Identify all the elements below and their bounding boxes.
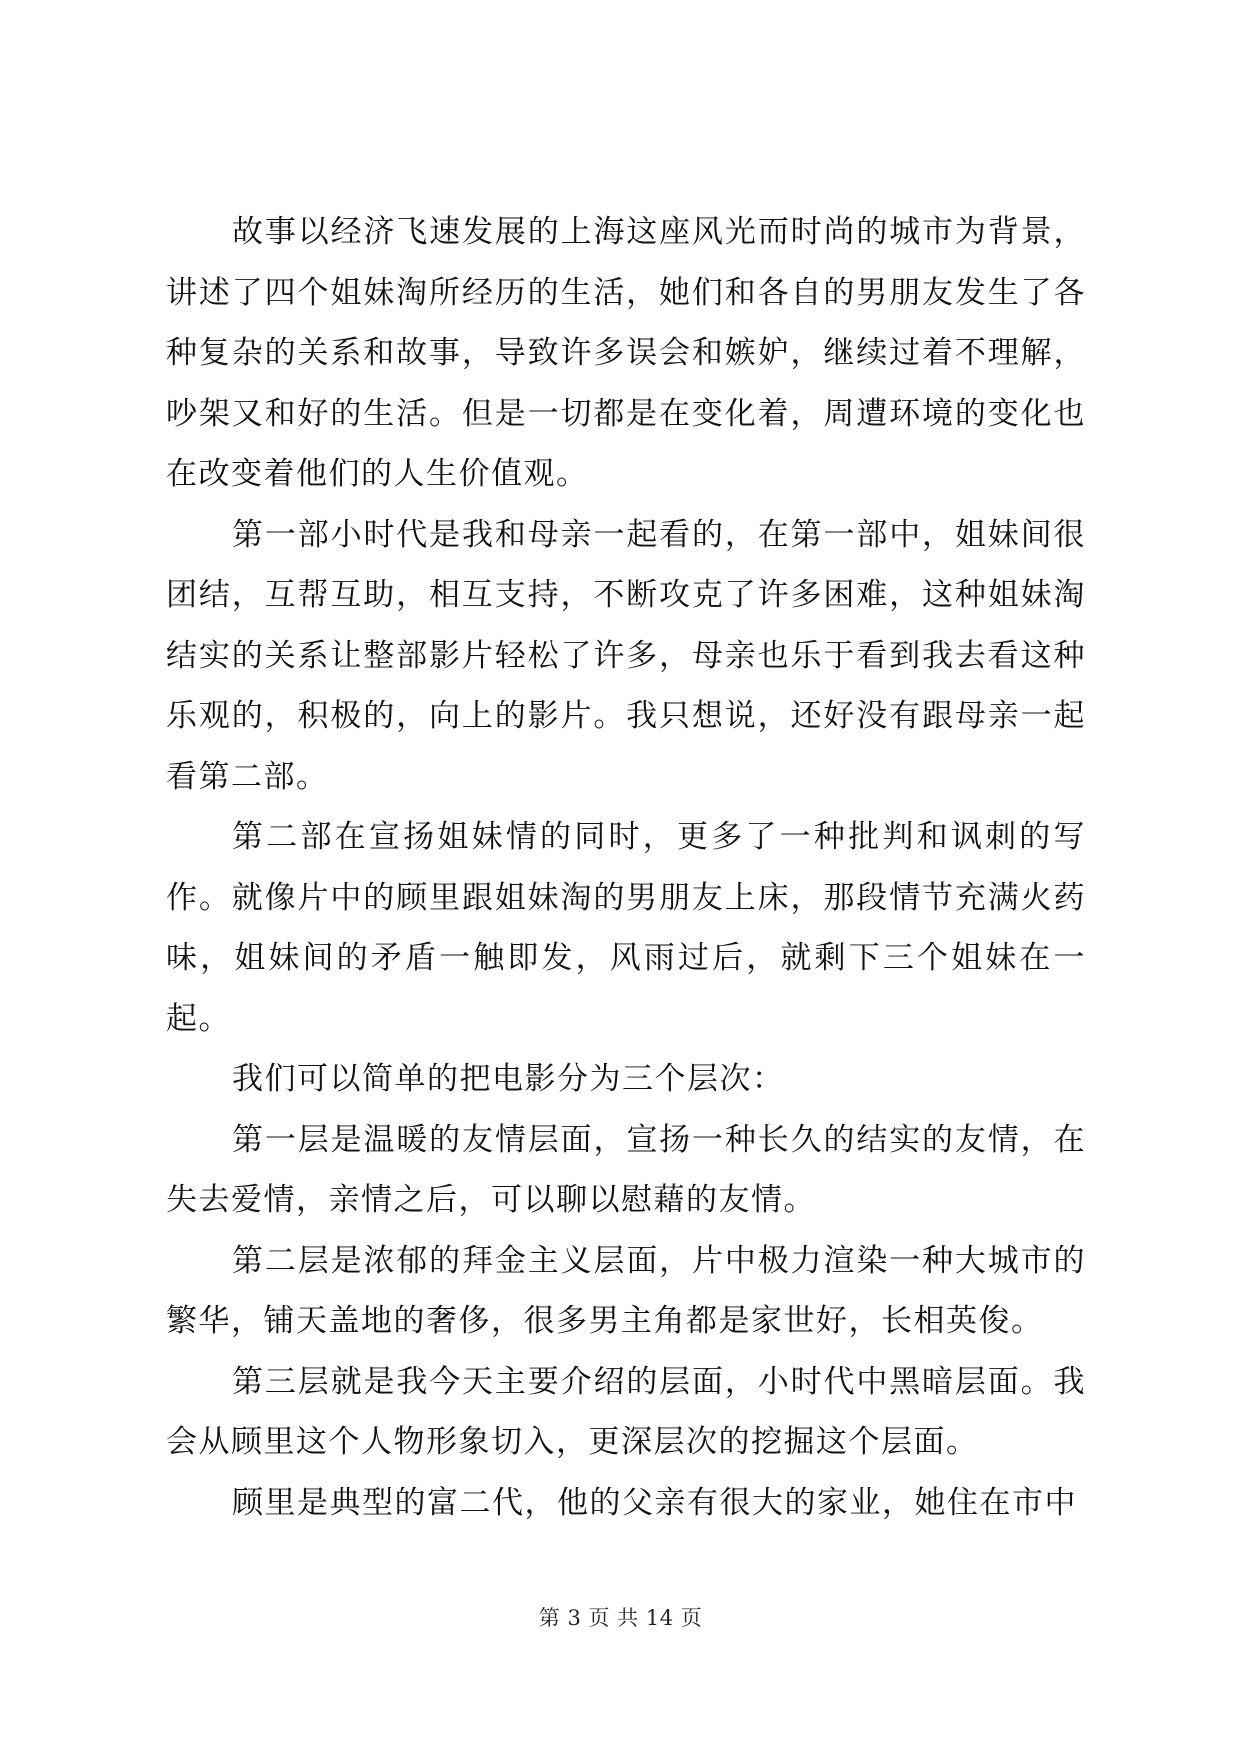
- paragraph: 第三层就是我今天主要介绍的层面，小时代中黑暗层面。我会从顾里这个人物形象切入，更深层次的挖掘这个层面。: [166, 1363, 1086, 1460]
- page-number-footer: 第 3 页 共 14 页: [538, 1606, 703, 1630]
- paragraph: 第二层是浓郁的拜金主义层面，片中极力渲染一种大城市的繁华，铺天盖地的奢侈，很多男主角都是家世好，长相英俊。: [166, 1242, 1086, 1339]
- paragraph: 第二部在宣扬姐妹情的同时，更多了一种批判和讽刺的写作。就像片中的顾里跟姐妹淘的男朋友上床，那段情节充满火药味，姐妹间的矛盾一触即发，风雨过后，就剩下三个姐妹在一起。: [166, 819, 1086, 1037]
- paragraph: 我们可以简单的把电影分为三个层次：: [232, 1061, 785, 1097]
- document-body: [166, 202, 1086, 1533]
- paragraph: 第一部小时代是我和母亲一起看的，在第一部中，姐妹间很团结，互帮互助，相互支持，不断攻克了许多困难，这种姐妹淘结实的关系让整部影片轻松了许多，母亲也乐于看到我去看这种乐观的，积极的，向上的影片。我只想说，还好没有跟母亲一起看第二部。: [166, 516, 1086, 795]
- paragraph: 故事以经济飞速发展的上海这座风光而时尚的城市为背景，讲述了四个姐妹淘所经历的生活，她们和各自的男朋友发生了各种复杂的关系和故事，导致许多误会和嫉妒，继续过着不理解，吵架又和好的生活。但是一切都是在变化着，周遭环境的变化也在改变着他们的人生价值观。: [166, 214, 1086, 492]
- paragraph: 第一层是温暖的友情层面，宣扬一种长久的结实的友情，在失去爱情，亲情之后，可以聊以慰藉的友情。: [166, 1121, 1086, 1218]
- paragraph: 顾里是典型的富二代，他的父亲有很大的家业，她住在市中: [232, 1484, 1077, 1521]
